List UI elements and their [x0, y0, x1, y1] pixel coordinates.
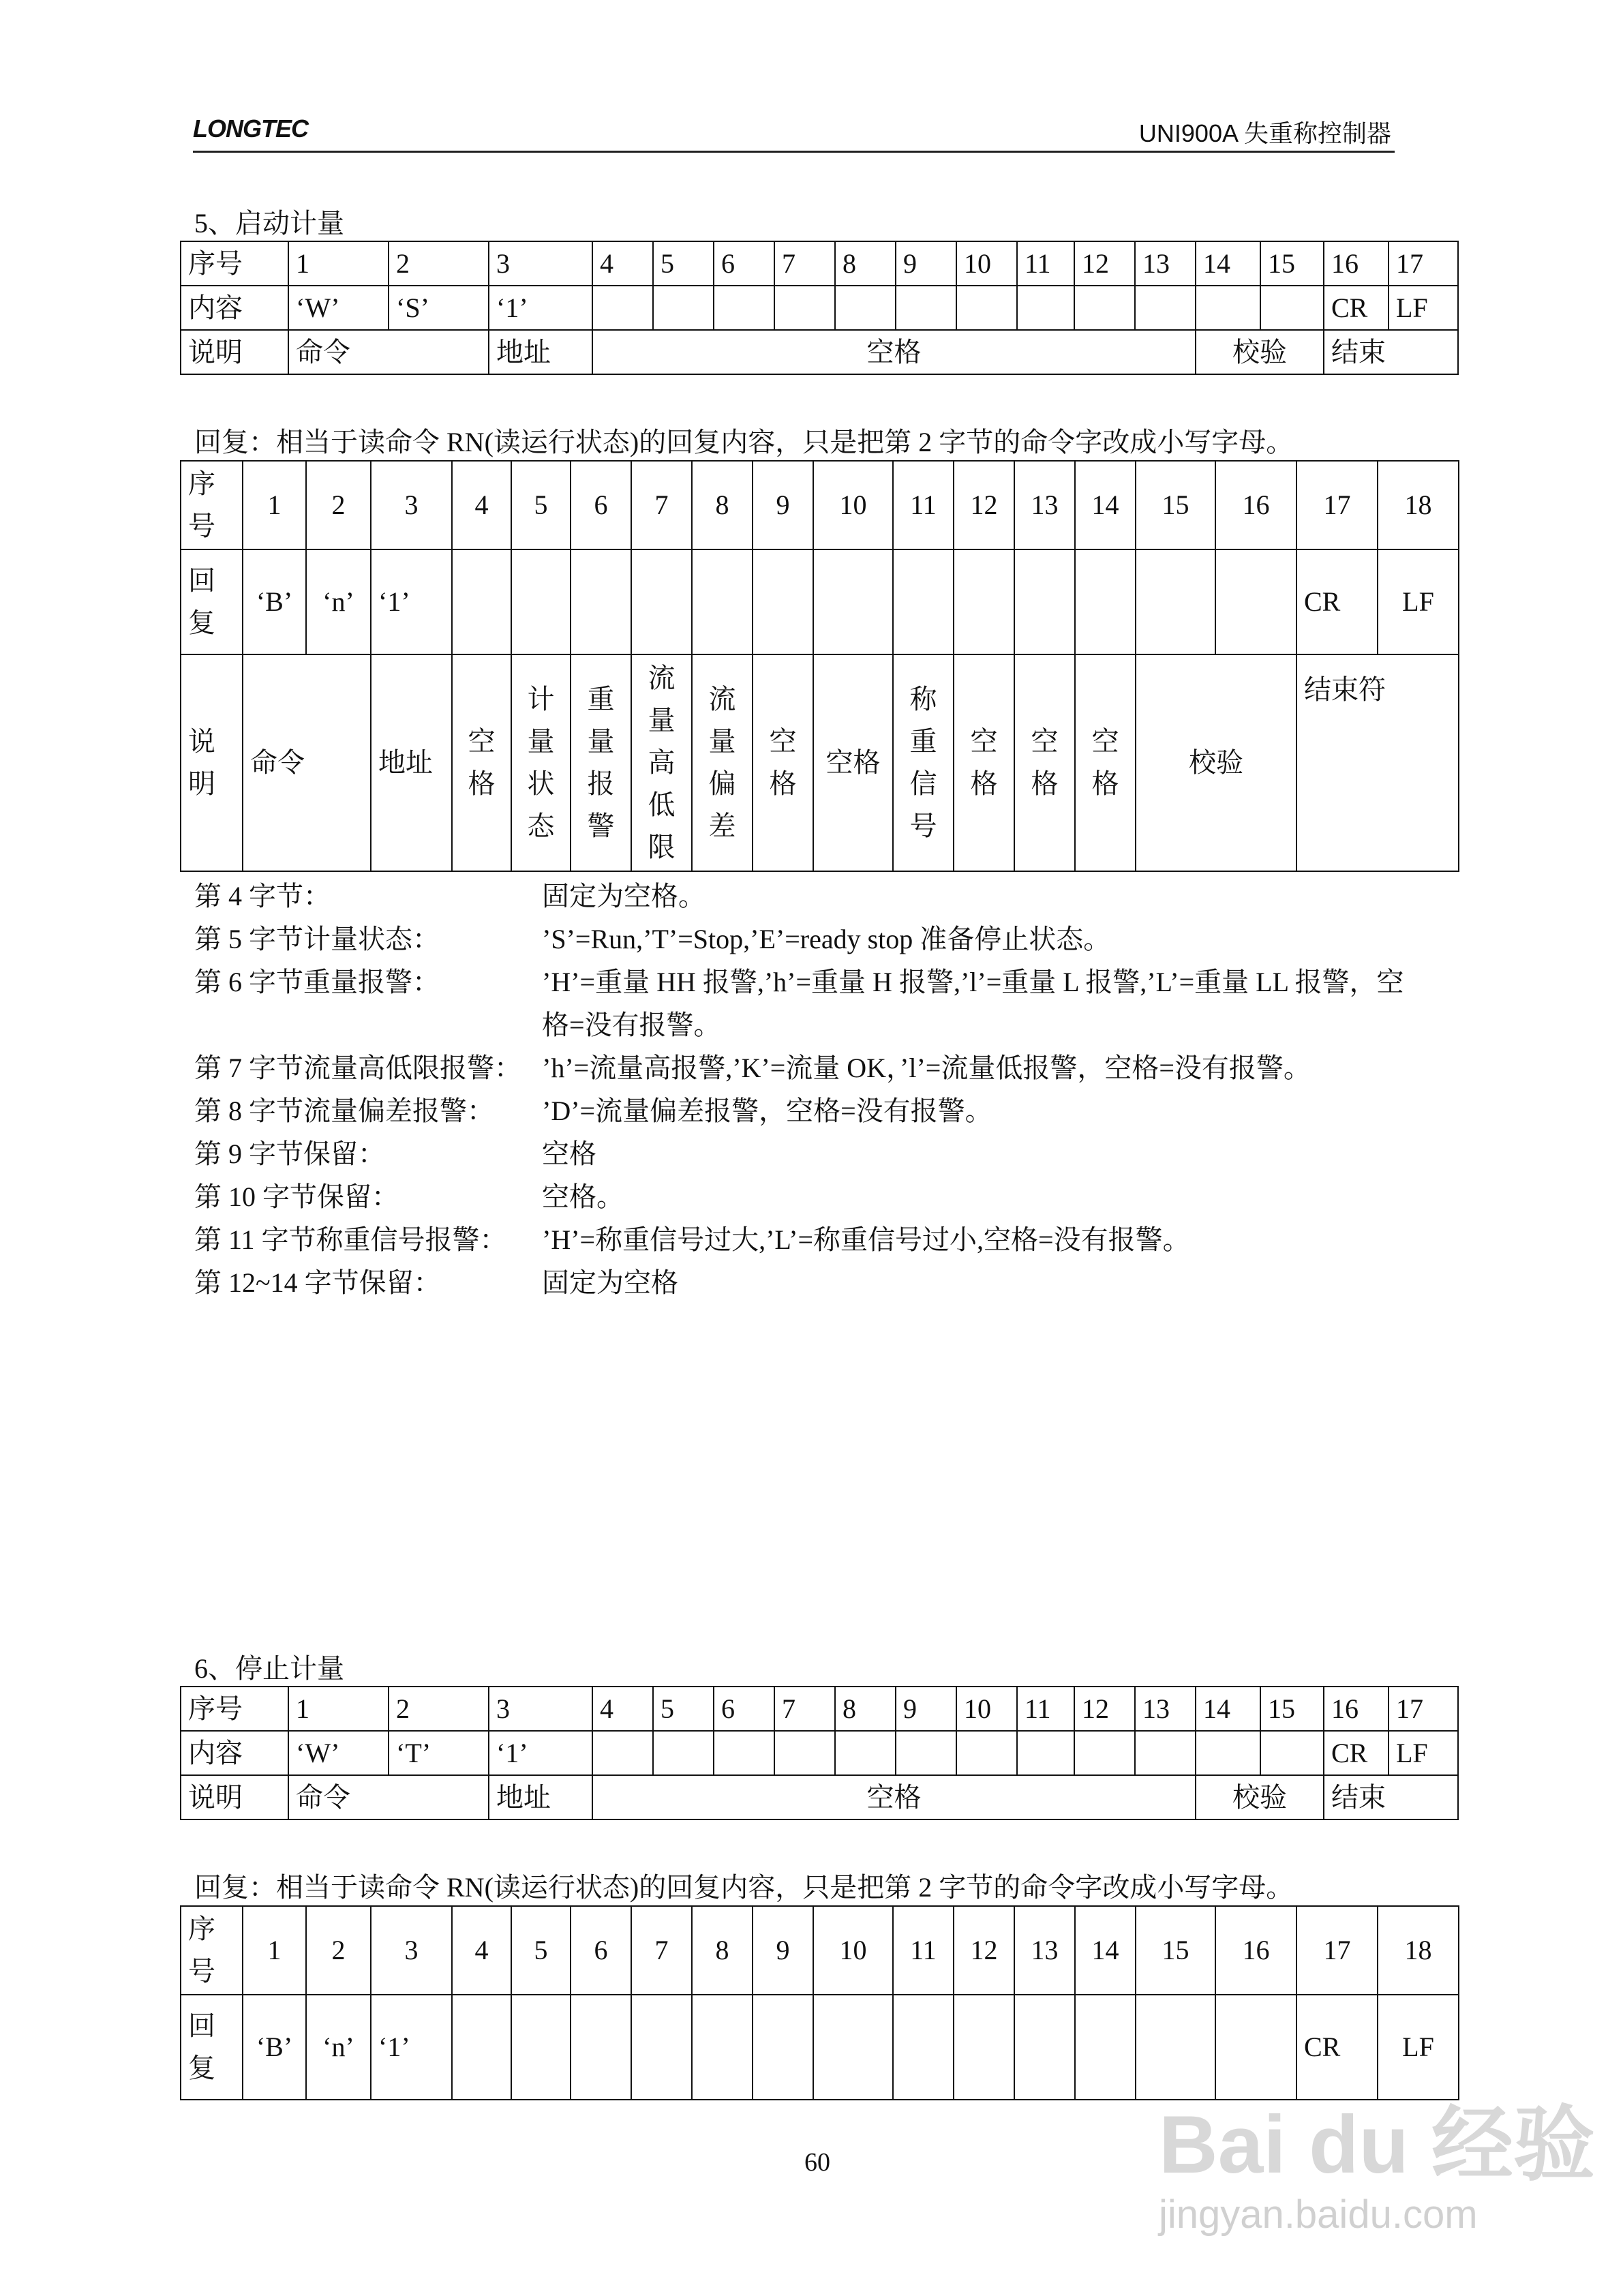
table-cell	[774, 1731, 835, 1775]
table-cell	[452, 549, 511, 654]
table-cell: 10	[956, 241, 1017, 286]
table-cell: 命令	[288, 330, 489, 374]
stop-command-table	[180, 1686, 1459, 1820]
table-row	[181, 286, 1458, 330]
row-header-cell: 序号	[181, 1687, 288, 1731]
table-cell: LF	[1389, 1731, 1458, 1775]
table-cell	[1075, 1995, 1136, 2100]
table-cell: 13	[1014, 1906, 1075, 1995]
table-cell: 17	[1389, 1687, 1458, 1731]
table-cell	[954, 1995, 1014, 2100]
table-row	[181, 1687, 1458, 1731]
table-cell: 3	[371, 1906, 452, 1995]
note-key: 第 4 字节：	[194, 881, 331, 911]
note-key: 第 7 字节流量高低限报警：	[194, 1053, 521, 1083]
table-cell: ‘1’	[371, 1995, 452, 2100]
table-cell: 16	[1215, 1906, 1296, 1995]
table-cell	[893, 1995, 954, 2100]
section-6-reply-intro: 回复：相当于读命令 RN(读运行状态)的回复内容，只是把第 2 字节的命令字改成小写字母。	[194, 1872, 1294, 1903]
table-cell	[1196, 1731, 1260, 1775]
table-cell: CR	[1324, 286, 1389, 330]
note-key: 第 11 字节称重信号报警：	[194, 1224, 507, 1255]
table-row	[181, 1906, 1459, 1995]
table-cell: 9	[753, 461, 813, 549]
table-cell: 流量偏差	[692, 654, 753, 871]
table-cell: 3	[371, 461, 452, 549]
table-cell: 7	[631, 461, 692, 549]
row-header-cell: 说明	[181, 1775, 288, 1819]
table-cell	[653, 1731, 714, 1775]
watermark-logo: Bai du 经验	[1159, 2099, 1596, 2190]
table-cell: 称重信号	[893, 654, 954, 871]
table-cell: 4	[452, 461, 511, 549]
table-cell: 重量报警	[571, 654, 631, 871]
table-cell: 8	[692, 461, 753, 549]
row-header-cell: 说明	[181, 654, 243, 871]
brand-logo: LONGTEC	[193, 115, 308, 142]
section-6-title: 6、停止计量	[194, 1653, 344, 1684]
table-cell: 空格	[592, 1775, 1196, 1819]
section-5-reply-intro: 回复：相当于读命令 RN(读运行状态)的回复内容，只是把第 2 字节的命令字改成小写字母。	[194, 427, 1294, 457]
table-cell	[1074, 286, 1135, 330]
table-cell	[1260, 286, 1324, 330]
table-cell: 16	[1215, 461, 1296, 549]
table-cell: 命令	[288, 1775, 489, 1819]
row-header-cell: 回复	[181, 1995, 243, 2100]
document-title: UNI900A 失重称控制器	[1138, 119, 1391, 147]
table-cell: 7	[774, 241, 835, 286]
note-item	[194, 875, 1428, 918]
table-cell: 流量高低限	[631, 654, 692, 871]
table-cell: 4	[592, 241, 653, 286]
table-cell: LF	[1378, 1995, 1459, 2100]
page-number: 60	[804, 2148, 830, 2177]
note-value: 空格。	[542, 1181, 624, 1212]
byte-notes	[194, 875, 1428, 1304]
table-cell: ‘1’	[371, 549, 452, 654]
note-value: 固定为空格	[542, 1267, 678, 1298]
start-command-table	[180, 241, 1459, 375]
table-cell: 18	[1378, 461, 1459, 549]
table-cell: 5	[511, 461, 571, 549]
table-cell: 18	[1378, 1906, 1459, 1995]
note-key: 第 8 字节流量偏差报警：	[194, 1096, 494, 1126]
table-cell	[1196, 286, 1260, 330]
table-cell	[571, 549, 631, 654]
table-cell	[896, 286, 956, 330]
table-cell: 空格	[753, 654, 813, 871]
table-cell: 6	[571, 1906, 631, 1995]
table-cell: 6	[714, 241, 774, 286]
table-row	[181, 330, 1458, 374]
table-row	[181, 654, 1459, 871]
table-cell: 2	[306, 1906, 371, 1995]
row-header-cell: 回复	[181, 549, 243, 654]
table-cell	[714, 286, 774, 330]
note-value: ’H’=重量 HH 报警,’h’=重量 H 报警,’l’=重量 L 报警,’L’=重量 LL 报警，空格=没有报警。	[542, 967, 1404, 1040]
note-item	[194, 918, 1428, 961]
table-cell	[631, 1995, 692, 2100]
table-cell: 11	[1017, 241, 1074, 286]
table-cell: 16	[1324, 241, 1389, 286]
table-cell	[592, 1731, 653, 1775]
table-cell: 计量状态	[511, 654, 571, 871]
table-cell	[956, 286, 1017, 330]
table-cell	[653, 286, 714, 330]
table-cell: 1	[288, 241, 389, 286]
note-item	[194, 1175, 1428, 1218]
table-cell: 校验	[1196, 1775, 1324, 1819]
table-cell: 7	[631, 1906, 692, 1995]
table-cell: 14	[1196, 241, 1260, 286]
table-cell	[1215, 549, 1296, 654]
table-cell	[954, 549, 1014, 654]
row-header-cell: 序号	[181, 241, 288, 286]
table-cell	[1014, 1995, 1075, 2100]
table-cell: 结束	[1324, 1775, 1458, 1819]
table-cell: 12	[1074, 1687, 1135, 1731]
note-item	[194, 961, 1428, 1046]
table-cell: 结束符	[1296, 654, 1459, 871]
note-item	[194, 1218, 1428, 1261]
note-item	[194, 1089, 1428, 1132]
table-cell: 1	[243, 461, 306, 549]
table-cell: 3	[489, 1687, 592, 1731]
table-cell	[571, 1995, 631, 2100]
table-cell: 14	[1196, 1687, 1260, 1731]
table-cell: 1	[288, 1687, 389, 1731]
table-cell: 15	[1136, 461, 1215, 549]
table-cell	[835, 286, 896, 330]
table-cell: 空格	[1075, 654, 1136, 871]
table-row	[181, 241, 1458, 286]
table-cell: 空格	[954, 654, 1014, 871]
note-item	[194, 1132, 1428, 1175]
table-cell: 2	[389, 1687, 489, 1731]
table-cell: 结束	[1324, 330, 1458, 374]
row-header-cell: 说明	[181, 330, 288, 374]
header-divider	[193, 151, 1395, 153]
table-cell	[592, 286, 653, 330]
table-cell: 地址	[371, 654, 452, 871]
note-key: 第 6 字节重量报警：	[194, 967, 440, 997]
table-cell: 校验	[1136, 654, 1296, 871]
section-5-title: 5、启动计量	[194, 208, 344, 239]
table-cell: 17	[1296, 1906, 1378, 1995]
note-value: 空格	[542, 1138, 596, 1169]
table-cell	[835, 1731, 896, 1775]
table-cell: CR	[1296, 1995, 1378, 2100]
table-cell	[956, 1731, 1017, 1775]
table-cell: CR	[1296, 549, 1378, 654]
note-value: ’S’=Run,’T’=Stop,’E’=ready stop 准备停止状态。	[542, 924, 1111, 954]
table-cell: 12	[954, 461, 1014, 549]
table-cell: 13	[1014, 461, 1075, 549]
row-header-cell: 序号	[181, 461, 243, 549]
table-cell	[1074, 1731, 1135, 1775]
table-cell: ‘T’	[389, 1731, 489, 1775]
table-cell: 1	[243, 1906, 306, 1995]
row-header-cell: 内容	[181, 1731, 288, 1775]
table-cell: ‘n’	[306, 1995, 371, 2100]
note-key: 第 12~14 字节保留：	[194, 1267, 441, 1298]
table-cell: 10	[956, 1687, 1017, 1731]
table-cell	[511, 1995, 571, 2100]
table-cell: 地址	[489, 1775, 592, 1819]
table-cell: 空格	[813, 654, 893, 871]
note-key: 第 5 字节计量状态：	[194, 924, 440, 954]
table-cell	[714, 1731, 774, 1775]
table-cell	[1014, 549, 1075, 654]
table-cell	[1017, 286, 1074, 330]
table-row	[181, 1775, 1458, 1819]
table-cell: 15	[1260, 241, 1324, 286]
table-cell	[896, 1731, 956, 1775]
table-cell: ‘1’	[489, 286, 592, 330]
table-cell	[753, 549, 813, 654]
start-reply-table	[180, 460, 1459, 872]
table-cell	[1136, 549, 1215, 654]
table-cell	[1260, 1731, 1324, 1775]
table-cell: 11	[893, 461, 954, 549]
note-value: ’h’=流量高报警,’K’=流量 OK，’l’=流量低报警，空格=没有报警。	[542, 1053, 1311, 1083]
table-cell: 13	[1135, 1687, 1196, 1731]
table-row	[181, 549, 1459, 654]
table-cell: ‘W’	[288, 1731, 389, 1775]
note-item	[194, 1261, 1428, 1304]
table-cell	[452, 1995, 511, 2100]
table-cell: 14	[1075, 1906, 1136, 1995]
table-cell: 命令	[243, 654, 371, 871]
table-cell: 3	[489, 241, 592, 286]
table-cell: 2	[389, 241, 489, 286]
table-cell: CR	[1324, 1731, 1389, 1775]
table-cell: 10	[813, 1906, 893, 1995]
table-row	[181, 461, 1459, 549]
table-cell	[1135, 286, 1196, 330]
table-cell: 12	[954, 1906, 1014, 1995]
note-key: 第 10 字节保留：	[194, 1181, 399, 1212]
table-cell: ‘S’	[389, 286, 489, 330]
watermark-url: jingyan.baidu.com	[1159, 2192, 1478, 2237]
table-cell	[692, 1995, 753, 2100]
table-row	[181, 1731, 1458, 1775]
table-cell	[1075, 549, 1136, 654]
table-cell: 2	[306, 461, 371, 549]
table-cell: 14	[1075, 461, 1136, 549]
table-cell: 6	[571, 461, 631, 549]
table-cell	[774, 286, 835, 330]
note-value: ’H’=称重信号过大,’L’=称重信号过小,空格=没有报警。	[542, 1224, 1190, 1255]
table-cell: 8	[835, 241, 896, 286]
table-cell: 15	[1136, 1906, 1215, 1995]
row-header-cell: 内容	[181, 286, 288, 330]
table-cell: 16	[1324, 1687, 1389, 1731]
table-cell: 8	[835, 1687, 896, 1731]
table-cell: 5	[653, 1687, 714, 1731]
table-cell: 9	[896, 241, 956, 286]
table-cell: ‘B’	[243, 549, 306, 654]
table-cell: 4	[592, 1687, 653, 1731]
table-cell: 13	[1135, 241, 1196, 286]
table-cell: 8	[692, 1906, 753, 1995]
note-value: ’D’=流量偏差报警，空格=没有报警。	[542, 1096, 992, 1126]
table-cell: LF	[1389, 286, 1458, 330]
table-cell: 5	[653, 241, 714, 286]
table-cell	[1135, 1731, 1196, 1775]
table-cell: 地址	[489, 330, 592, 374]
table-cell: 9	[896, 1687, 956, 1731]
table-cell: 12	[1074, 241, 1135, 286]
table-cell	[813, 1995, 893, 2100]
note-value: 固定为空格。	[542, 881, 706, 911]
table-cell: LF	[1378, 549, 1459, 654]
table-cell: ‘B’	[243, 1995, 306, 2100]
table-cell: 空格	[1014, 654, 1075, 871]
stop-reply-table	[180, 1905, 1459, 2100]
table-cell	[893, 549, 954, 654]
table-cell	[692, 549, 753, 654]
table-cell	[813, 549, 893, 654]
table-cell	[1017, 1731, 1074, 1775]
table-cell: 5	[511, 1906, 571, 1995]
table-cell: 7	[774, 1687, 835, 1731]
note-key: 第 9 字节保留：	[194, 1138, 385, 1169]
table-cell: 9	[753, 1906, 813, 1995]
table-cell: 4	[452, 1906, 511, 1995]
table-cell: 空格	[452, 654, 511, 871]
table-cell: 11	[893, 1906, 954, 1995]
table-cell	[753, 1995, 813, 2100]
table-cell: 6	[714, 1687, 774, 1731]
row-header-cell: 序号	[181, 1906, 243, 1995]
table-cell: 校验	[1196, 330, 1324, 374]
table-cell	[511, 549, 571, 654]
table-cell: ‘1’	[489, 1731, 592, 1775]
table-cell: 17	[1389, 241, 1458, 286]
table-cell: 15	[1260, 1687, 1324, 1731]
table-cell: 17	[1296, 461, 1378, 549]
table-cell: ‘W’	[288, 286, 389, 330]
table-cell: ‘n’	[306, 549, 371, 654]
table-cell: 10	[813, 461, 893, 549]
table-cell: 空格	[592, 330, 1196, 374]
table-cell: 11	[1017, 1687, 1074, 1731]
note-item	[194, 1046, 1428, 1089]
table-cell	[631, 549, 692, 654]
